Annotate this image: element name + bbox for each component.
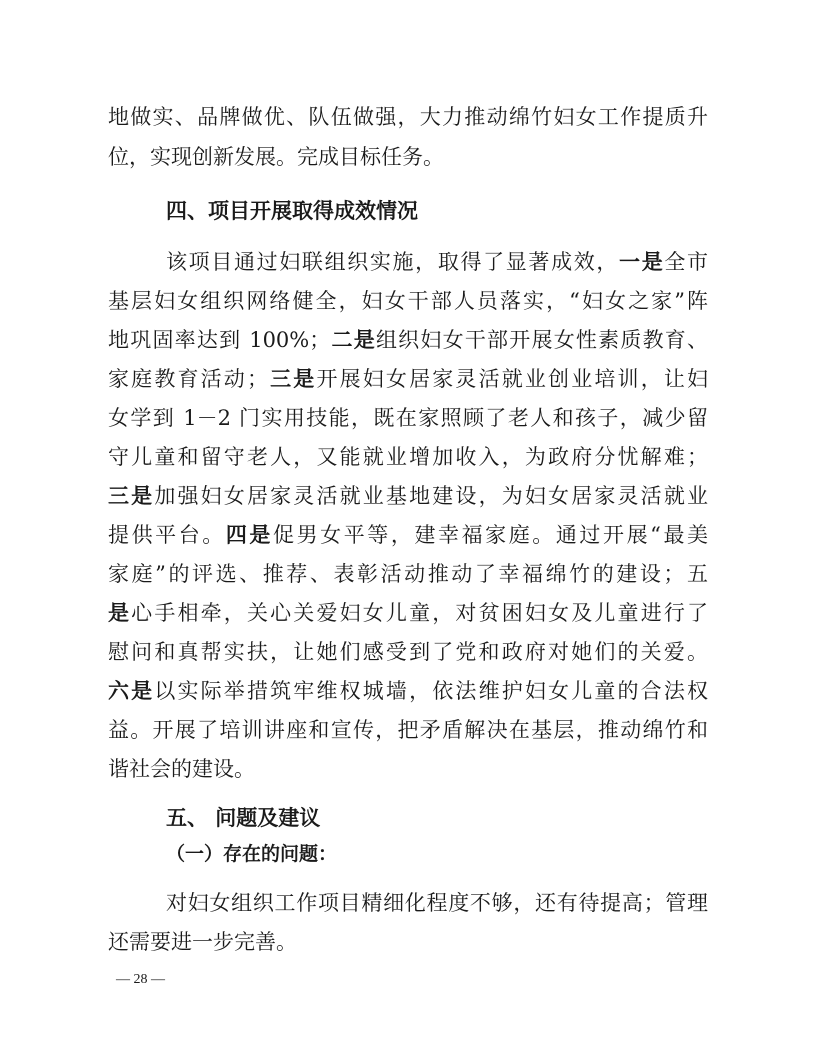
page-number: — 28 —: [116, 972, 165, 987]
paragraph-line: 三是加强妇女居家灵活就业基地建设，为妇女居家灵活就业: [108, 484, 709, 508]
paragraph-line: 慰问和真帮实扶，让她们感受到了党和政府对她们的关爱。: [108, 640, 708, 664]
paragraph-line: 六是以实际举措筑牢维权城墙，依法维护妇女儿童的合法权: [108, 679, 709, 703]
paragraph-line: 女学到 1－2 门实用技能，既在家照顾了老人和孩子，减少留: [108, 406, 708, 430]
paragraph-line: 地做实、品牌做优、队伍做强，大力推动绵竹妇女工作提质升: [108, 105, 708, 129]
paragraph-line: 还需要进一步完善。: [108, 930, 297, 954]
paragraph-line: 谐社会的建设。: [108, 757, 255, 781]
section-heading-4: 四、项目开展取得成效情况: [166, 199, 418, 223]
paragraph-line: 提供平台。四是促男女平等，建幸福家庭。通过开展“最美: [108, 523, 709, 547]
paragraph-line: 益。开展了培训讲座和宣传，把矛盾解决在基层，推动绵竹和: [108, 718, 708, 742]
paragraph-line: 家庭”的评选、推荐、表彰活动推动了幸福绵竹的建设；五: [108, 562, 708, 586]
section-heading-5: 五、 问题及建议: [166, 806, 321, 830]
paragraph-line: 守儿童和留守老人，又能就业增加收入，为政府分忧解难；: [108, 445, 708, 469]
paragraph-line: 位，实现创新发展。完成目标任务。: [108, 145, 444, 169]
subsection-heading: （一）存在的问题：: [166, 843, 338, 865]
paragraph-line: 是心手相牵，关心关爱妇女儿童，对贫困妇女及儿童进行了: [108, 601, 709, 625]
paragraph-line: 地巩固率达到 100%；二是组织妇女干部开展女性素质教育、: [108, 328, 709, 352]
paragraph-line: 该项目通过妇联组织实施，取得了显著成效，一是全市: [166, 250, 709, 274]
paragraph-line: 家庭教育活动；三是开展妇女居家灵活就业创业培训，让妇: [108, 367, 709, 391]
paragraph-line: 对妇女组织工作项目精细化程度不够，还有待提高；管理: [166, 891, 708, 915]
paragraph-line: 基层妇女组织网络健全，妇女干部人员落实，“妇女之家”阵: [108, 289, 708, 313]
